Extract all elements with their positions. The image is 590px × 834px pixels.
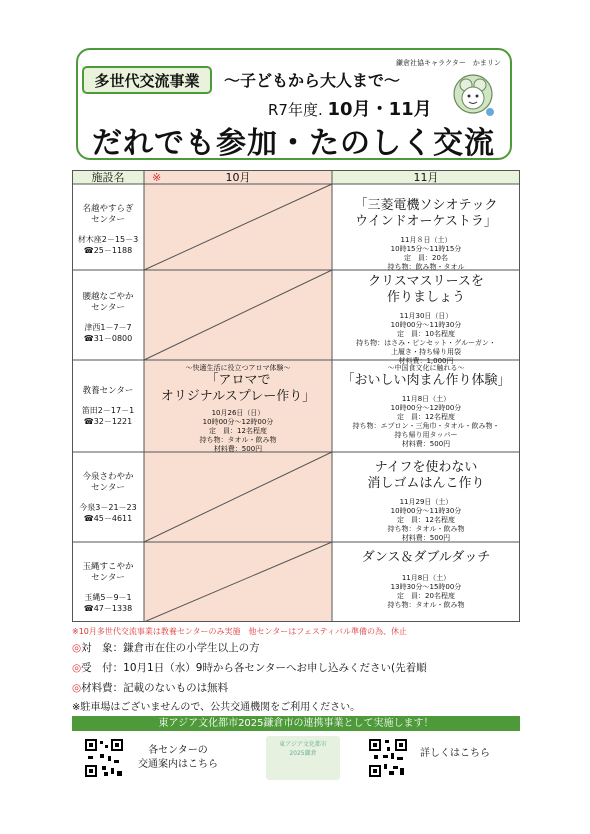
collab-banner: 東アジア文化都市2025鎌倉市の連携事業として実施します！ [72,716,520,731]
target-label: 対 象： [81,642,124,654]
parking-note: ※駐車場はございませんので、公共交通機関をご利用ください。 [72,702,361,713]
event-details: 11月８日（土） 10時15分～11時15分 定 員：20名 持ち物：飲み物・タオル [387,236,465,271]
event-title: ナイフを使わない 消しゴムはんこ作り [367,460,485,491]
qr-code-details-icon[interactable] [368,738,408,778]
event-title: 「三菱電機ソシオテック ウインドオーケストラ」 [354,198,498,229]
facility-tamanawa [72,562,144,614]
event-tagline: ～中国食文化に触れる～ [387,364,465,372]
facility-phone: ☎25－1188 [83,246,133,255]
event-oct-row3 [144,364,332,454]
red-note: ※10月多世代交流事業は教養センターのみ実施 他センターはフェスティバル準備の為、休止 [72,627,408,636]
apply-row [72,660,520,675]
event-title: 「アロマで オリジナルスプレー作り」 [160,373,316,404]
fee-text: 記載のないものは無料 [123,682,229,694]
subtitle: ～子どもから大人まで～ [224,71,401,90]
event-details: 11月8日（土） 13時30分～15時00分 定 員：20名程度 持ち物：タオル・飲み物 [387,574,465,609]
event-title: 「おいしい肉まん作り体験」 [341,373,511,388]
event-nov-row4 [332,460,520,543]
event-tagline: ～快適生活に役立つアロマ体験～ [185,364,291,372]
event-details: 11月30日（日） 10時00分～11時30分 定 員：10名程度 持ち物：はさみ・ピンセット・グルーガン・ 上履き・持ち帰り用袋 材料費：1,000円 [356,312,496,365]
schedule-table [72,170,520,622]
facility-name: 名越やすらぎ センター [82,204,134,225]
event-nov-row2 [332,274,520,366]
col-oct-mark: ※ [152,171,162,184]
facility-address: 津西1－7－7 [84,323,132,332]
mascot-image [450,72,496,118]
event-details: 11月29日（土） 10時00分～11時30分 定 員：12名程度 持ち物：タオル・飲み物 材料費：500円 [387,498,465,542]
facility-address: 笛田2－17－1 [81,406,135,415]
event-nov-row5 [332,550,520,610]
facility-phone: ☎31－0800 [83,334,133,343]
col-facility: 施設名 [91,171,125,184]
details-link-text[interactable]: 詳しくはこちら [420,748,490,759]
page-title: だれでも参加・たのしく交流 [92,126,495,161]
facility-phone: ☎47－1338 [83,604,133,613]
facility-address: 今泉3－21－23 [79,503,137,512]
facility-koshigoe [72,292,144,344]
fee-row [72,680,228,695]
facility-phone: ☎45－4611 [83,514,133,523]
facility-name: 腰越なごやか センター [82,292,134,313]
year-prefix: R7年度. [268,101,323,119]
event-nov-row3 [332,364,520,449]
facility-nagoe [72,204,144,256]
facility-address: 材木座2－15－3 [77,235,139,244]
fee-label: 材料費： [81,682,124,694]
facility-phone: ☎32－1221 [83,417,133,426]
access-info-text: 各センターの 交通案内はこちら [138,745,218,770]
event-details: 11月8日（土） 10時00分～12時00分 定 員：12名程度 持ち物：エプロン・三角巾・タオル・飲み物・ 持ち帰り用タッパー 材料費：500円 [352,395,500,448]
facility-imaizumi [72,472,144,524]
apply-text: 10月1日（水）9時から各センターへお申し込みください(先着順 [123,662,427,674]
facility-name: 教養センター [82,386,134,396]
col-nov: 11月 [413,171,439,184]
bullet-mark: ◎ [72,682,82,694]
event-nov-row1 [332,198,520,272]
bullet-mark: ◎ [72,642,82,654]
facility-name: 今泉さわやか センター [82,472,134,493]
target-row [72,640,260,655]
facility-kyoyo [72,386,144,427]
apply-label: 受 付： [81,662,124,674]
col-oct: 10月 [225,171,251,184]
qr-code-access-icon[interactable] [84,738,124,778]
facility-address: 玉縄5－9－1 [84,593,132,602]
event-details: 10月26日（日） 10時00分～12時00分 定 員：12名程度 持ち物：タオル・飲み物 材料費：500円 [199,409,277,453]
culture-city-logo-text: 東アジア文化都市 2025鎌倉 [279,741,327,757]
event-title: クリスマスリースを 作りましょう [368,274,484,305]
year-months: 10月・11月 [327,99,432,120]
target-text: 鎌倉市在住の小学生以上の方 [123,642,260,654]
program-badge: 多世代交流事業 [82,66,212,94]
mascot-label: 鎌倉社協キャラクター かまリン [396,59,501,67]
facility-name: 玉縄すこやか センター [82,562,134,583]
event-title: ダンス＆ダブルダッチ [361,550,491,565]
bullet-mark: ◎ [72,662,82,674]
